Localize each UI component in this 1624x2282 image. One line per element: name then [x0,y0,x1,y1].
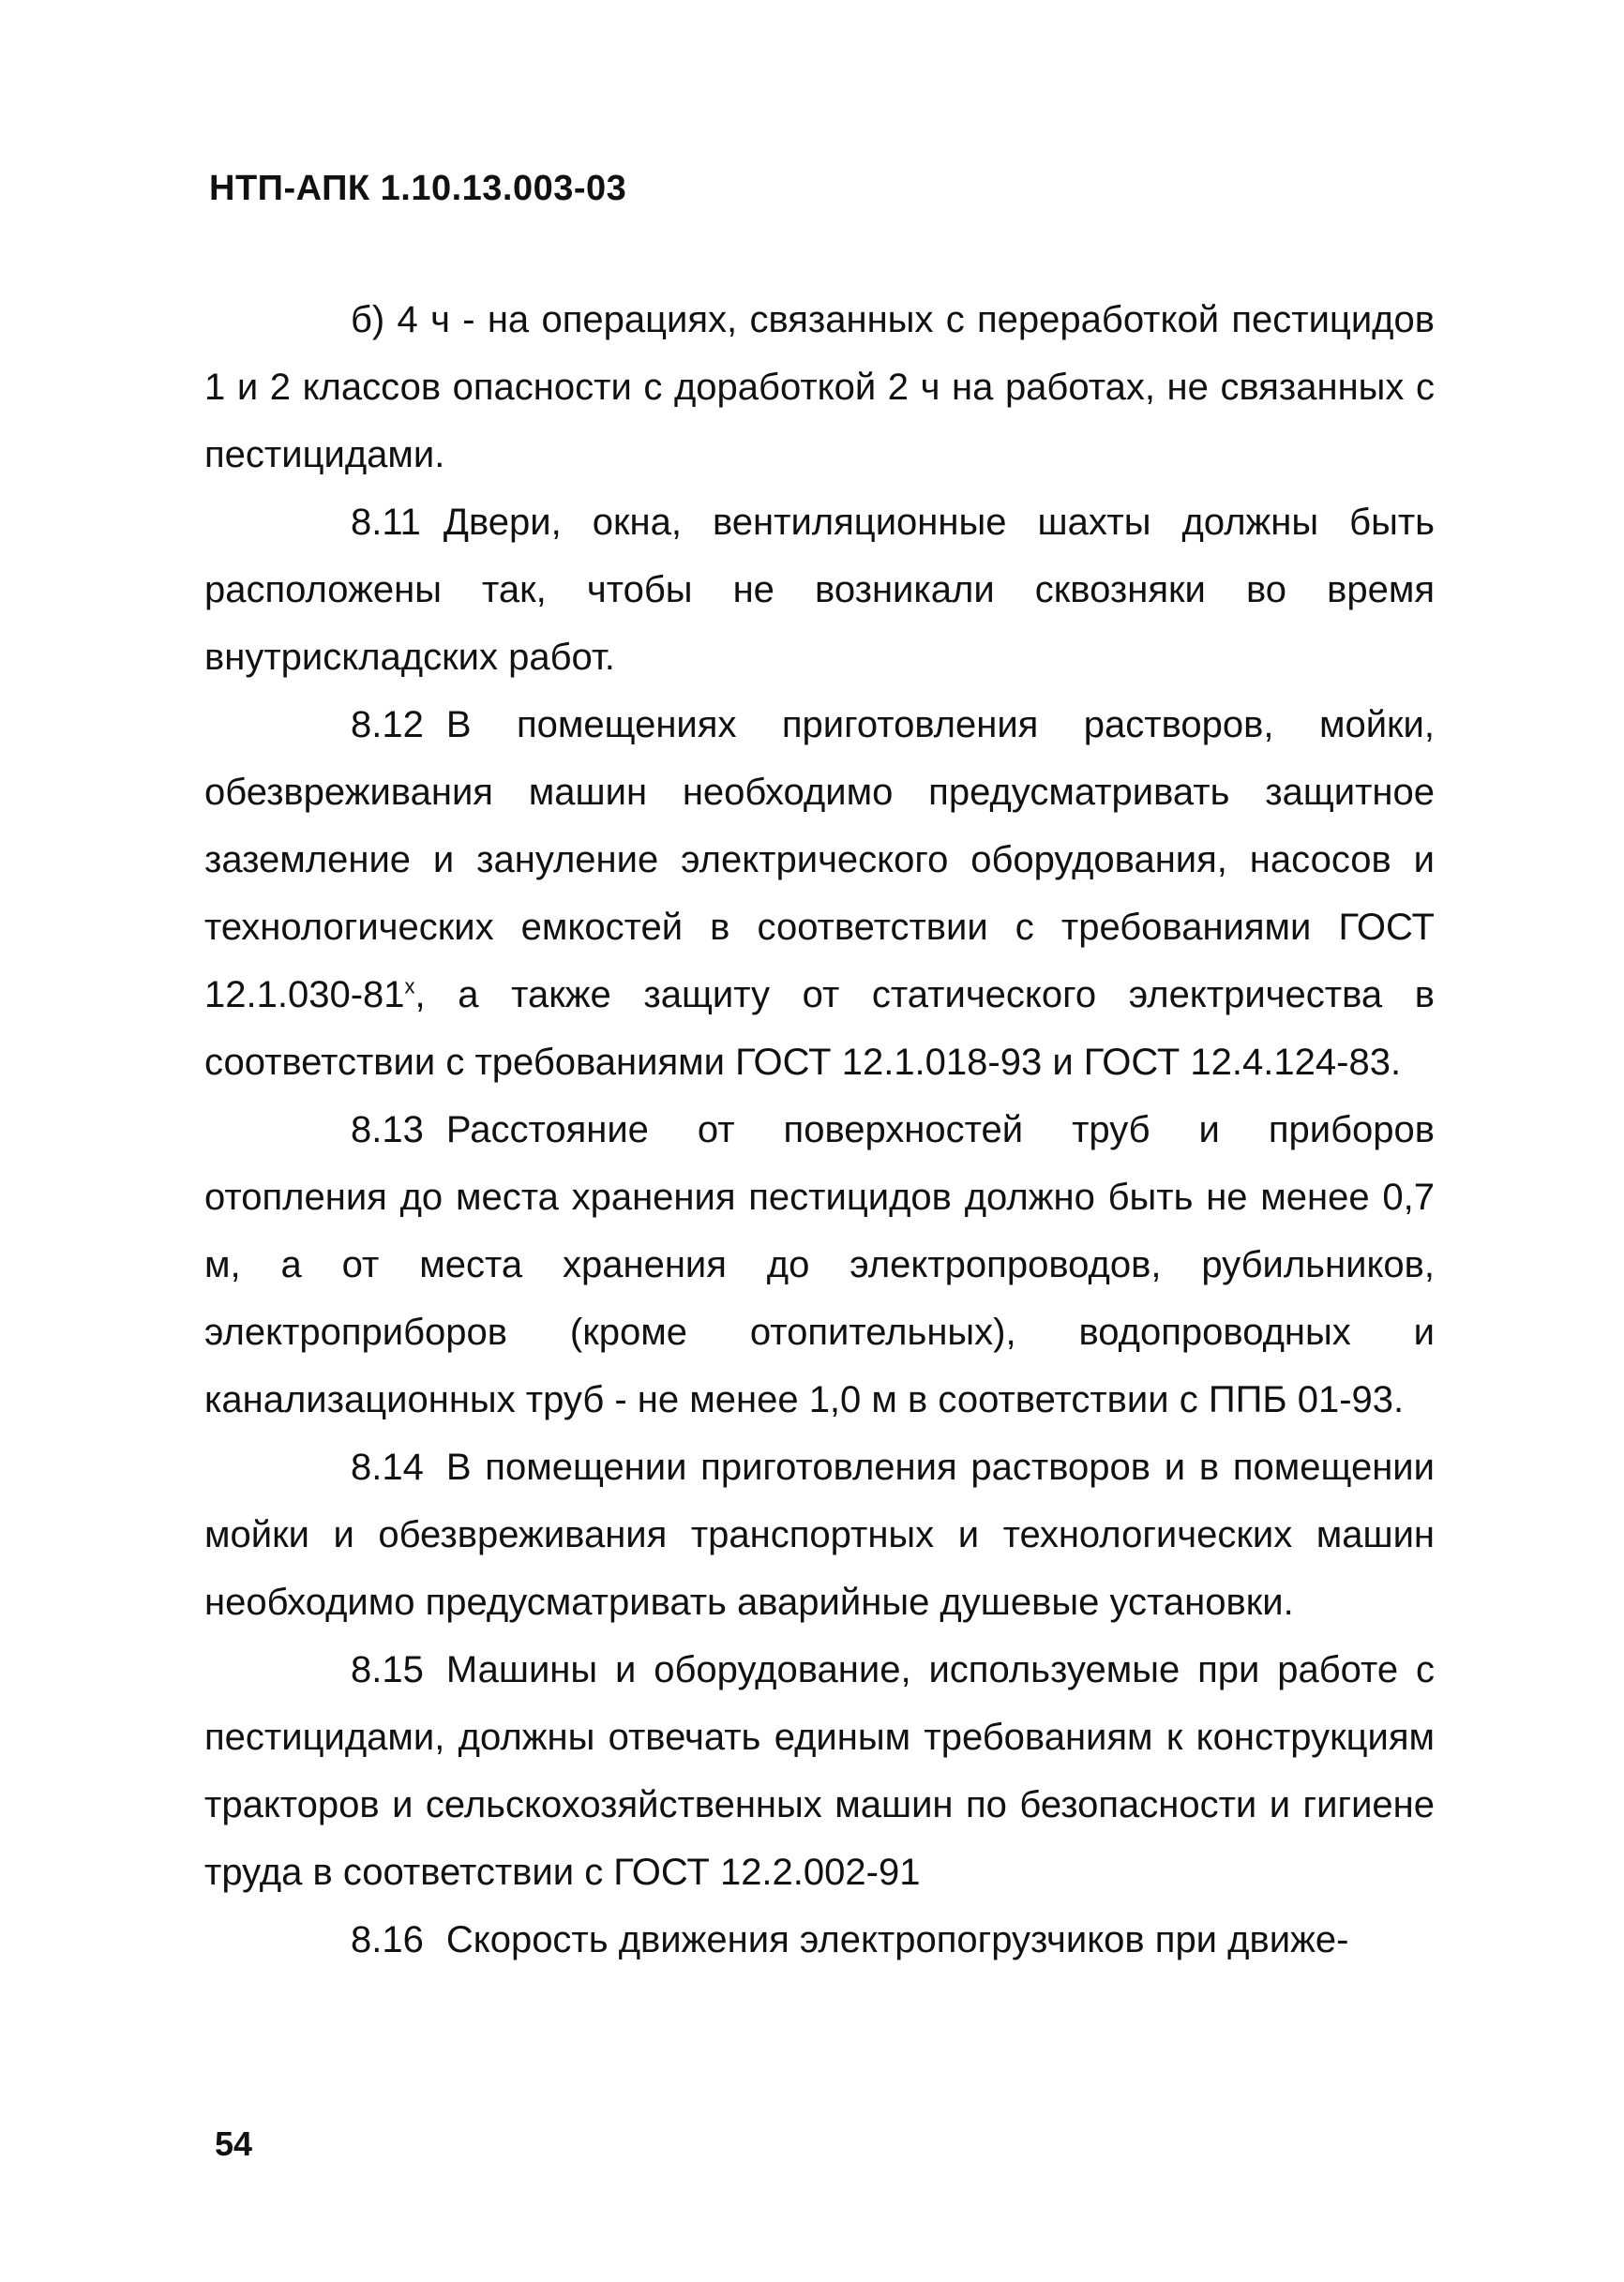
paragraph-8-14 [204,1434,1435,1636]
paragraph-text-continued: , а также защиту от статического электричества в соответствии с требованиями ГОСТ 12.1.018-93 и ГОСТ 12.4.124-83. [204,974,1435,1083]
paragraph-8-12 [204,691,1435,1096]
paragraph-text: б) 4 ч - на операциях, связанных с переработкой пестицидов 1 и 2 классов опасности с доработкой 2 ч на работах, не связанных с пестицидами. [204,299,1435,475]
document-body [204,286,1435,1974]
paragraph-number: 8.12 [351,704,424,745]
paragraph-text: Двери, окна, вентиляционные шахты должны быть расположены так, чтобы не возникали сквозняки во время внутрискладских работ. [204,502,1435,678]
paragraph-number: 8.15 [351,1649,424,1690]
paragraph-text: В помещениях приготовления растворов, мойки, обезвреживания машин необходимо предусматривать защитное заземление и зануление электрического оборудования, насосов и технологических емкостей в соответствии с требованиями ГОСТ 12.1.030-81 [204,704,1435,1015]
paragraph-number: 8.14 [351,1447,424,1488]
paragraph-number: 8.16 [351,1919,424,1960]
paragraph-8-16 [204,1906,1435,1974]
paragraph-8-11 [204,488,1435,691]
paragraph-text: Расстояние от поверхностей труб и приборов отопления до места хранения пестицидов должно быть не менее 0,7 м, а от места хранения до электропроводов, рубильников, электроприборов (кроме отопительных), водопроводных и канализационных труб - не менее 1,0 м в соответствии с ППБ 01-93. [204,1109,1435,1420]
document-code-header: НТП-АПК 1.10.13.003-03 [209,169,627,208]
footnote-mark: х [404,974,415,998]
paragraph-text: Скорость движения электропогрузчиков при движе- [445,1919,1349,1960]
page-number: 54 [215,2124,253,2163]
paragraph-8-15 [204,1636,1435,1906]
paragraph-text: В помещении приготовления растворов и в помещении мойки и обезвреживания транспортных и технологических машин необходимо предусматривать аварийные душевые установки. [204,1447,1435,1623]
paragraph-number: 8.11 [351,502,421,543]
paragraph-b [204,286,1435,488]
paragraph-number: 8.13 [351,1109,424,1150]
paragraph-text: Машины и оборудование, используемые при работе с пестицидами, должны отвечать единым требованиям к конструкциям тракторов и сельскохозяйственных машин по безопасности и гигиене труда в соответствии с ГОСТ 12.2.002-91 [204,1649,1435,1893]
paragraph-8-13 [204,1096,1435,1434]
